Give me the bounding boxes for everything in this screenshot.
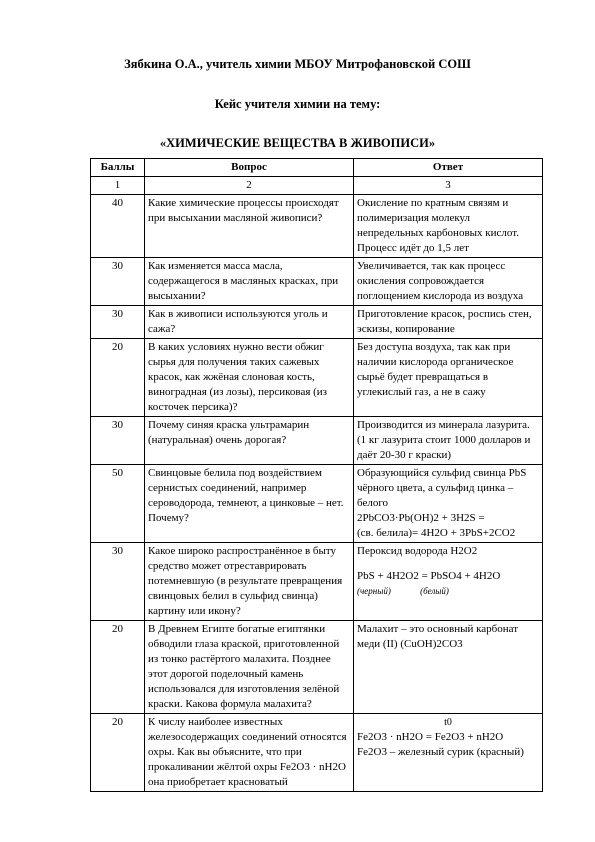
table-row [91,306,543,339]
question-cell: Как в живописи используются уголь и сажа? [145,306,354,339]
answer-cell: Увеличивается, так как процесс окисления сопровождается поглощением кислорода из воздуха [354,258,543,306]
temperature-mark: t0 [444,717,452,728]
points-cell: 30 [91,258,145,306]
table-row [91,417,543,465]
table-header-row [91,159,543,177]
equation-line: Fe2O3 · nH2O = Fe2O3 + nH2O [357,731,504,743]
answer-text: Пероксид водорода H2O2 [357,545,478,557]
answer-cell: Малахит – это основный карбонат меди (II) (CuOH)2CO3 [354,621,543,714]
points-cell: 20 [91,621,145,714]
equation-line: PbS + 4H2O2 = PbSO4 + 4H2O [357,570,501,582]
index-cell: 2 [145,177,354,195]
document-title: «ХИМИЧЕСКИЕ ВЕЩЕСТВА В ЖИВОПИСИ» [159,136,436,150]
points-cell: 30 [91,306,145,339]
header-points: Баллы [91,159,145,177]
table-row [91,339,543,417]
answer-text: Образующийся сульфид свинца PbS чёрного цвета, а сульфид цинка – белого [357,467,527,509]
table-index-row [91,177,543,195]
question-cell: Свинцовые белила под воздействием сернистых соединений, например сероводорода, темнеют, а цинковые – нет. Почему? [145,465,354,543]
answer-cell: Производится из минерала лазурита. (1 кг лазурита стоит 1000 долларов и даёт 20-30 г краски) [354,417,543,465]
document-subtitle: Кейс учителя химии на тему: [214,97,381,111]
index-cell: 1 [91,177,145,195]
answer-cell: Окисление по кратным связям и полимеризация молекул непредельных карбоновых кислот. Процесс идёт до 1,5 лет [354,195,543,258]
question-cell: Какие химические процессы происходят при высыхании масляной живописи? [145,195,354,258]
note-white: (белый) [420,586,449,596]
answer-cell: Приготовление красок, роспись стен, эскизы, копирование [354,306,543,339]
equation-line: Fe2O3 – железный сурик (красный) [357,746,524,758]
equation-line: 2PbCO3·Pb(OH)2 + 3H2S = [357,512,485,524]
answer-cell [354,543,543,621]
header-question: Вопрос [145,159,354,177]
points-cell: 50 [91,465,145,543]
equation-notes [357,584,539,599]
header-answer: Ответ [354,159,543,177]
note-black: (черный) [357,586,391,596]
points-cell: 40 [91,195,145,258]
question-cell: Почему синяя краска ультрамарин (натуральная) очень дорогая? [145,417,354,465]
points-cell: 20 [91,714,145,792]
table-row [91,714,543,792]
points-cell: 20 [91,339,145,417]
table-row [91,258,543,306]
equation-line: (св. белила)= 4H2O + 3PbS+2CO2 [357,527,516,539]
table-row [91,621,543,714]
question-cell: Как изменяется масса масла, содержащегося в масляных красках, при высыхании? [145,258,354,306]
question-cell: К числу наиболее известных железосодержащих соединений относятся охры. Как вы объясните, что при прокаливании жёлтой охры Fe2O3 · nH2O она приобретает красноватый [145,714,354,792]
answer-cell [354,465,543,543]
question-cell: В каких условиях нужно вести обжиг сырья для получения таких сажевых красок, как жжёная слоновая кость, виноградная (из лозы), персиковая (из косточек персика)? [145,339,354,417]
table-row [91,465,543,543]
answer-cell: Без доступа воздуха, так как при наличии кислорода органическое сырьё будет превращаться в углекислый газ, а не в сажу [354,339,543,417]
points-cell: 30 [91,417,145,465]
table-row [91,543,543,621]
question-cell: Какое широко распространённое в быту средство может отреставрировать потемневшую (в результате превращения свинцовых белил в сульфид свинца) картину или икону? [145,543,354,621]
points-cell: 30 [91,543,145,621]
index-cell: 3 [354,177,543,195]
answer-cell [354,714,543,792]
spacer [357,559,539,569]
question-cell: В Древнем Египте богатые египтянки обводили глаза краской, приготовленной из тонко растёртого малахита. Позднее этот дорогой поделочный камень использовался для изготовления зелёной краски. Какова формула малахита? [145,621,354,714]
table-row [91,195,543,258]
case-table [90,158,543,792]
document-author: Зябкина О.А., учитель химии МБОУ Митрофановской СОШ [124,57,471,71]
